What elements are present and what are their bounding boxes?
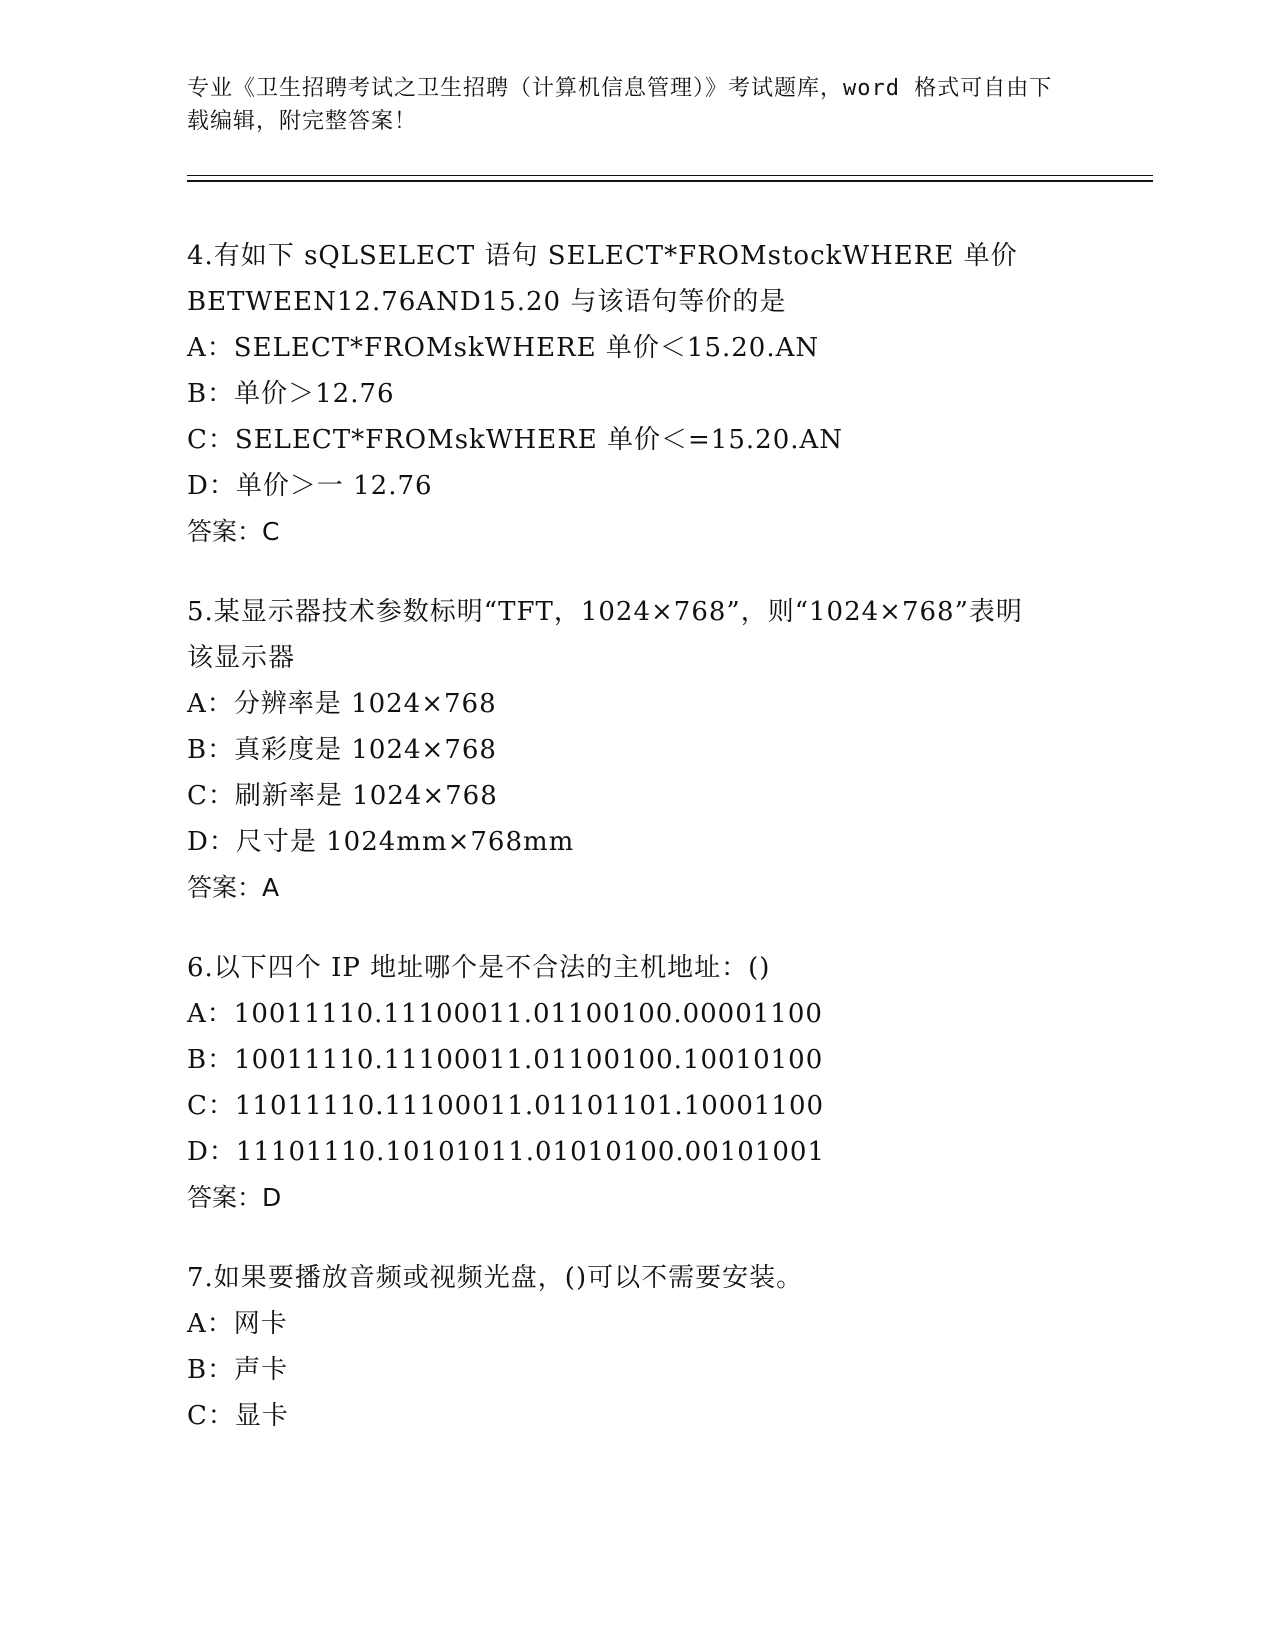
option-a: A：网卡 xyxy=(187,1309,288,1339)
option-c: C：11011110.11100011.01101101.10001100 xyxy=(187,1091,825,1121)
header-divider-bottom xyxy=(187,180,1153,182)
question-stem-line: 4.有如下 sQLSELECT 语句 SELECT*FROMstockWHERE 单价 xyxy=(187,241,1018,271)
option-c: C：显卡 xyxy=(187,1401,289,1431)
option-d: D：11101110.10101011.01010100.00101001 xyxy=(187,1137,825,1167)
question-list xyxy=(187,233,1087,1473)
question-6 xyxy=(187,945,1087,1221)
option-a: A：分辨率是 1024×768 xyxy=(187,689,497,719)
option-b: B：声卡 xyxy=(187,1355,289,1385)
option-d: D：单价＞一 12.76 xyxy=(187,471,433,501)
question-stem-line: BETWEEN12.76AND15.20 与该语句等价的是 xyxy=(187,287,787,317)
question-7 xyxy=(187,1255,1087,1439)
option-a: A：10011110.11100011.01100100.00001100 xyxy=(187,999,823,1029)
option-b: B：10011110.11100011.01100100.10010100 xyxy=(187,1045,824,1075)
question-4 xyxy=(187,233,1087,555)
option-c: C：刷新率是 1024×768 xyxy=(187,781,498,811)
question-stem-line: 该显示器 xyxy=(187,643,296,673)
answer-label: 答案：D xyxy=(187,1183,282,1212)
question-stem-line: 6.以下四个 IP 地址哪个是不合法的主机地址：() xyxy=(187,953,771,983)
question-stem-line: 7.如果要播放音频或视频光盘，()可以不需要安装。 xyxy=(187,1263,804,1293)
option-c: C：SELECT*FROMskWHERE 单价＜=15.20.AN xyxy=(187,425,844,455)
document-header: 专业《卫生招聘考试之卫生招聘（计算机信息管理）》考试题库，word 格式可自由下载编辑，附完整答案！ xyxy=(187,76,1053,134)
option-a: A：SELECT*FROMskWHERE 单价＜15.20.AN xyxy=(187,333,820,363)
option-b: B：单价＞12.76 xyxy=(187,379,395,409)
answer-label: 答案：C xyxy=(187,517,280,546)
question-stem-line: 5.某显示器技术参数标明“TFT，1024×768”，则“1024×768”表明 xyxy=(187,597,1023,627)
answer-label: 答案：A xyxy=(187,873,280,902)
header-divider-top xyxy=(187,175,1153,176)
option-b: B：真彩度是 1024×768 xyxy=(187,735,497,765)
option-d: D：尺寸是 1024mm×768mm xyxy=(187,827,575,857)
question-5 xyxy=(187,589,1087,911)
